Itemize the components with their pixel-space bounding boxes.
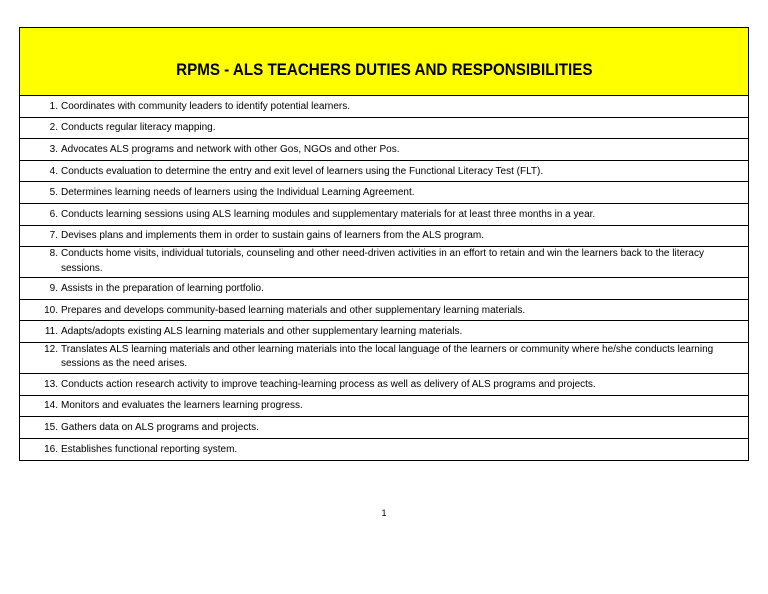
item-text: Prepares and develops community-based learning materials and other supplementary learning materials.: [61, 304, 526, 316]
item-number: 13.: [44, 378, 58, 390]
item-number: 12.: [44, 343, 58, 355]
item-number: 1.: [49, 100, 58, 112]
item-number: 3.: [49, 143, 58, 155]
item-number: 11.: [44, 326, 58, 338]
item-text: Adapts/adopts existing ALS learning materials and other supplementary learning materials.: [61, 326, 463, 338]
page-title: RPMS - ALS TEACHERS DUTIES AND RESPONSIBILITIES: [175, 61, 593, 79]
item-text: Conducts learning sessions using ALS learning modules and supplementary materials for at least three months in a year.: [61, 208, 596, 220]
item-text: Assists in the preparation of learning portfolio.: [61, 282, 264, 294]
table-row: [20, 247, 748, 278]
item-number: 2.: [49, 122, 58, 134]
item-number: 16.: [44, 444, 58, 456]
item-number: 9.: [49, 282, 58, 294]
item-number: 5.: [49, 187, 58, 199]
item-number: 14.: [44, 400, 58, 412]
item-text: Translates ALS learning materials and other learning materials into the local language of the learners or community where he/she conducts learning sessions as the need arises.: [61, 343, 714, 370]
item-text: Establishes functional reporting system.: [61, 444, 238, 456]
item-text: Coordinates with community leaders to identify potential learners.: [61, 100, 351, 112]
item-text: Determines learning needs of learners using the Individual Learning Agreement.: [61, 187, 415, 199]
table-row: [20, 204, 748, 226]
table-row: [20, 161, 748, 183]
table-row: [20, 182, 748, 204]
table-row: [20, 321, 748, 343]
item-text: Conducts evaluation to determine the entry and exit level of learners using the Functional Literacy Test (FLT).: [61, 165, 544, 177]
table-row: [20, 374, 748, 396]
item-number: 6.: [49, 208, 58, 220]
table-row: [20, 96, 748, 118]
item-text: Devises plans and implements them in order to sustain gains of learners from the ALS program.: [61, 230, 484, 242]
table-row: [20, 226, 748, 248]
item-text: Monitors and evaluates the learners learning progress.: [61, 400, 303, 412]
table-row: [20, 343, 748, 374]
item-text: Conducts regular literacy mapping.: [61, 122, 216, 134]
item-text: Conducts action research activity to improve teaching-learning process as well as delivery of ALS programs and projects.: [61, 378, 596, 390]
item-number: 7.: [49, 230, 58, 242]
item-number: 15.: [44, 421, 58, 433]
table-row: [20, 139, 748, 161]
item-number: 4.: [49, 165, 58, 177]
table-row: [20, 278, 748, 300]
table-row: [20, 300, 748, 322]
item-text: Gathers data on ALS programs and projects.: [61, 421, 259, 433]
table-row: [20, 439, 748, 461]
table-row: [20, 417, 748, 439]
item-number: 10.: [44, 304, 58, 316]
duties-table: [19, 27, 749, 461]
page-number: 1: [381, 508, 387, 518]
item-text: Conducts home visits, individual tutorials, counseling and other need-driven activities in an effort to retain and win the learners back to the literacy sessions.: [61, 248, 704, 274]
item-text: Advocates ALS programs and network with other Gos, NGOs and other Pos.: [61, 143, 400, 155]
table-row: [20, 118, 748, 140]
table-row: [20, 396, 748, 418]
item-number: 8.: [49, 248, 58, 260]
title-band: [20, 28, 748, 96]
